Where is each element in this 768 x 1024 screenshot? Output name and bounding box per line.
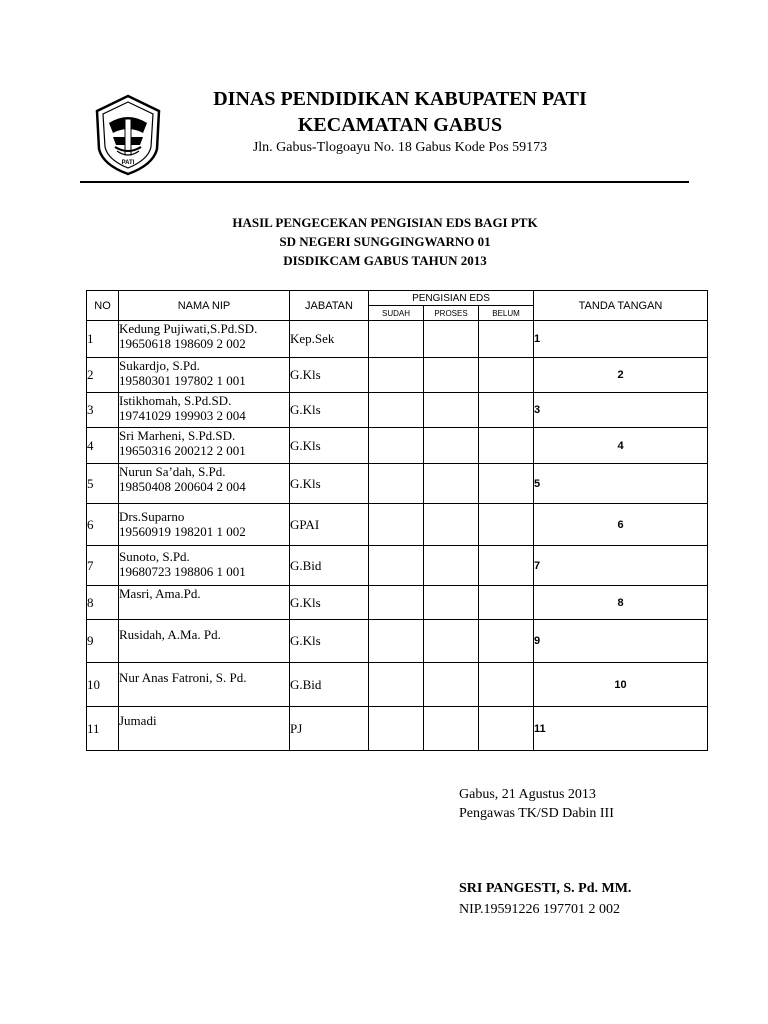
staff-name-nip <box>119 546 290 586</box>
staff-name: Nur Anas Fatroni, S. Pd. <box>119 670 247 685</box>
cell-not-yet <box>479 620 534 663</box>
staff-name-nip <box>119 586 290 620</box>
staff-position: G.Kls <box>290 620 369 663</box>
signature-cell: 10 <box>534 663 708 707</box>
signature-cell: 9 <box>534 620 708 663</box>
staff-position: GPAI <box>290 504 369 546</box>
cell-done <box>369 464 424 504</box>
table-row <box>87 504 708 546</box>
cell-process <box>424 504 479 546</box>
row-number: 11 <box>87 707 119 751</box>
cell-not-yet <box>479 586 534 620</box>
header-not-yet: BELUM <box>479 306 534 321</box>
staff-name: Masri, Ama.Pd. <box>119 586 201 601</box>
signature-cell: 11 <box>534 707 708 751</box>
staff-position: G.Kls <box>290 464 369 504</box>
header-done: SUDAH <box>369 306 424 321</box>
table-row <box>87 663 708 707</box>
staff-name-nip <box>119 321 290 358</box>
cell-not-yet <box>479 464 534 504</box>
staff-position: G.Kls <box>290 586 369 620</box>
table-row <box>87 546 708 586</box>
signature-cell: 7 <box>534 546 708 586</box>
header-divider <box>80 181 689 183</box>
cell-not-yet <box>479 504 534 546</box>
document-subtitle: DISDIKCAM GABUS TAHUN 2013 <box>283 253 487 268</box>
staff-position: PJ <box>290 707 369 751</box>
cell-done <box>369 504 424 546</box>
staff-name: Sri Marheni, S.Pd.SD. <box>119 428 236 443</box>
staff-position: G.Bid <box>290 546 369 586</box>
staff-name-nip <box>119 358 290 393</box>
cell-done <box>369 321 424 358</box>
eds-check-table <box>86 290 708 751</box>
row-number: 4 <box>87 428 119 464</box>
cell-not-yet <box>479 663 534 707</box>
header-signature: TANDA TANGAN <box>534 291 708 321</box>
table-row <box>87 707 708 751</box>
row-number: 2 <box>87 358 119 393</box>
staff-nip: 19850408 200604 2 004 <box>119 479 246 494</box>
staff-name: Rusidah, A.Ma. Pd. <box>119 627 221 642</box>
row-number: 8 <box>87 586 119 620</box>
table-row <box>87 586 708 620</box>
cell-done <box>369 620 424 663</box>
signatory-role: Pengawas TK/SD Dabin III <box>459 806 614 821</box>
cell-not-yet <box>479 321 534 358</box>
signature-cell: 4 <box>534 428 708 464</box>
cell-not-yet <box>479 428 534 464</box>
row-number: 6 <box>87 504 119 546</box>
header-eds-filling: PENGISIAN EDS <box>369 291 534 306</box>
row-number: 5 <box>87 464 119 504</box>
row-number: 9 <box>87 620 119 663</box>
header-name-nip: NAMA NIP <box>119 291 290 321</box>
signature-cell: 3 <box>534 393 708 428</box>
header-process: PROSES <box>424 306 479 321</box>
staff-nip: 19650316 200212 2 001 <box>119 443 246 458</box>
signature-cell: 6 <box>534 504 708 546</box>
svg-text:PATI: PATI <box>121 160 135 166</box>
cell-done <box>369 428 424 464</box>
staff-name-nip <box>119 663 290 707</box>
staff-name-nip <box>119 428 290 464</box>
signatory-nip: NIP.19591226 197701 2 002 <box>459 902 621 917</box>
cell-process <box>424 358 479 393</box>
staff-name: Kedung Pujiwati,S.Pd.SD. <box>119 321 258 336</box>
table-row <box>87 464 708 504</box>
office-name: DINAS PENDIDIKAN KABUPATEN PATI <box>213 88 587 110</box>
row-number: 10 <box>87 663 119 707</box>
staff-name: Jumadi <box>119 713 157 728</box>
row-number: 7 <box>87 546 119 586</box>
row-number: 3 <box>87 393 119 428</box>
signatory-name: SRI PANGESTI, S. Pd. MM. <box>459 881 632 896</box>
table-row <box>87 428 708 464</box>
school-name: SD NEGERI SUNGGINGWARNO 01 <box>279 234 491 249</box>
table-row <box>87 321 708 358</box>
cell-done <box>369 393 424 428</box>
cell-process <box>424 707 479 751</box>
cell-not-yet <box>479 546 534 586</box>
staff-name-nip <box>119 620 290 663</box>
district-name: KECAMATAN GABUS <box>297 114 503 136</box>
staff-nip: 19580301 197802 1 001 <box>119 373 246 388</box>
staff-name-nip <box>119 504 290 546</box>
signature-cell: 5 <box>534 464 708 504</box>
staff-name: Drs.Suparno <box>119 509 185 524</box>
cell-process <box>424 663 479 707</box>
cell-done <box>369 546 424 586</box>
header-position: JABATAN <box>290 291 369 321</box>
staff-position: G.Kls <box>290 358 369 393</box>
staff-nip: 19680723 198806 1 001 <box>119 564 246 579</box>
header-no: NO <box>87 291 119 321</box>
cell-process <box>424 321 479 358</box>
place-date: Gabus, 21 Agustus 2013 <box>459 787 596 802</box>
cell-done <box>369 707 424 751</box>
staff-name: Sunoto, S.Pd. <box>119 549 190 564</box>
cell-process <box>424 393 479 428</box>
cell-process <box>424 428 479 464</box>
cell-done <box>369 358 424 393</box>
staff-position: G.Kls <box>290 393 369 428</box>
signature-cell: 2 <box>534 358 708 393</box>
staff-name: Istikhomah, S.Pd.SD. <box>119 393 232 408</box>
signature-cell: 8 <box>534 586 708 620</box>
staff-position: Kep.Sek <box>290 321 369 358</box>
staff-name-nip <box>119 464 290 504</box>
cell-process <box>424 586 479 620</box>
cell-process <box>424 464 479 504</box>
signature-cell: 1 <box>534 321 708 358</box>
cell-process <box>424 546 479 586</box>
staff-name: Sukardjo, S.Pd. <box>119 358 200 373</box>
staff-nip: 19560919 198201 1 002 <box>119 524 246 539</box>
office-address: Jln. Gabus-Tlogoayu No. 18 Gabus Kode Pos 59173 <box>252 140 548 155</box>
cell-done <box>369 586 424 620</box>
staff-nip: 19741029 199903 2 004 <box>119 408 246 423</box>
staff-nip: 19650618 198609 2 002 <box>119 336 246 351</box>
cell-done <box>369 663 424 707</box>
cell-not-yet <box>479 358 534 393</box>
row-number: 1 <box>87 321 119 358</box>
table-row <box>87 393 708 428</box>
staff-name-nip <box>119 707 290 751</box>
cell-not-yet <box>479 393 534 428</box>
cell-not-yet <box>479 707 534 751</box>
table-row <box>87 620 708 663</box>
staff-position: G.Bid <box>290 663 369 707</box>
table-row <box>87 358 708 393</box>
cell-process <box>424 620 479 663</box>
document-title: HASIL PENGECEKAN PENGISIAN EDS BAGI PTK <box>232 215 538 230</box>
staff-position: G.Kls <box>290 428 369 464</box>
staff-name: Nurun Sa’dah, S.Pd. <box>119 464 226 479</box>
staff-name-nip <box>119 393 290 428</box>
